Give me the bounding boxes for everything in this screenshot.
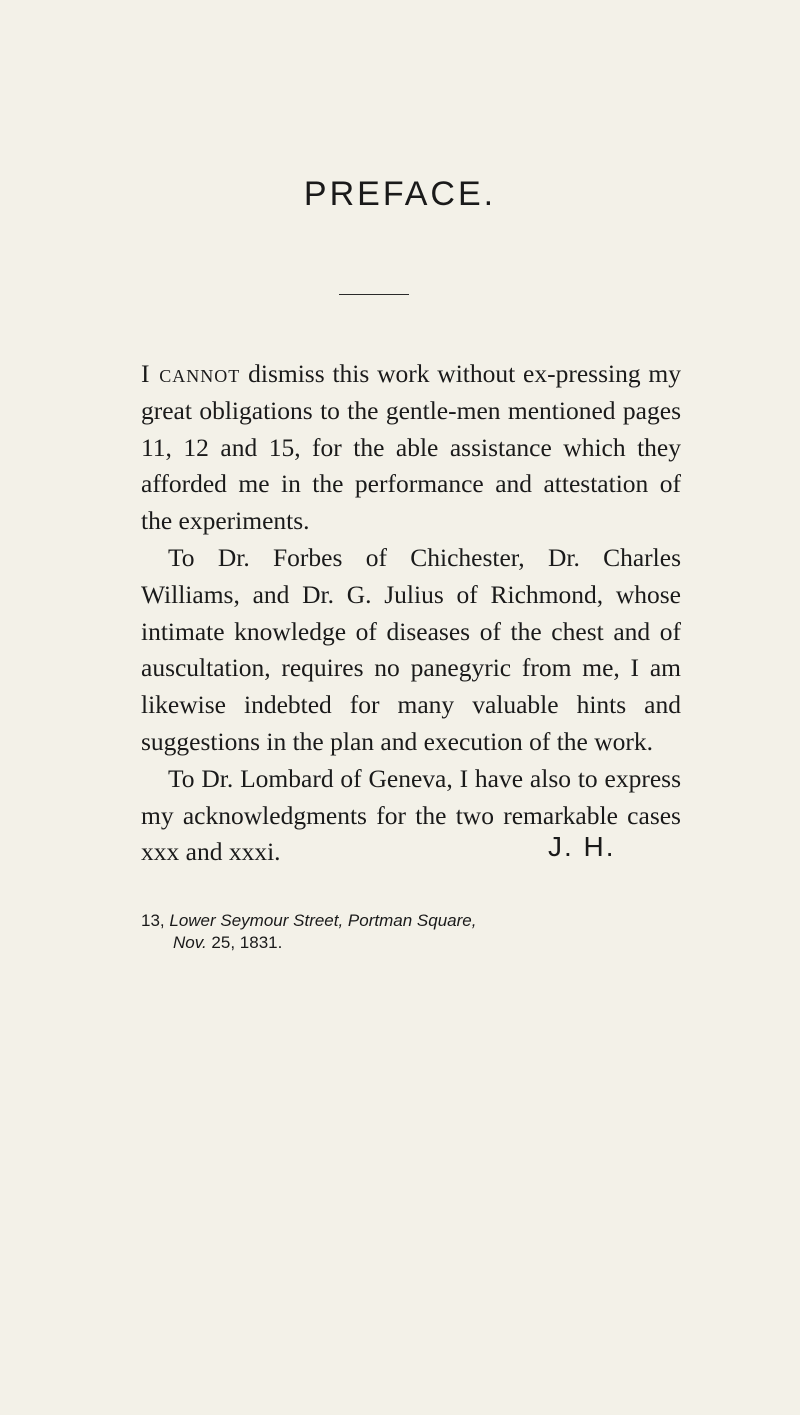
paragraph-1-lead: I cannot [141,359,241,388]
preface-body [141,356,681,871]
address-number: 13, [141,911,170,930]
date-month: Nov. [173,933,207,952]
page-title: PREFACE. [303,175,497,213]
paragraph-1-text: dismiss this work without ex-pressing my great obligations to the gentle-men mentioned pages 11, 12 and 15, for the able assistance which they afforded me in the performance and attestation of the experiments. [141,359,681,536]
address-line [141,910,476,932]
date-day-year: 25, 1831. [206,933,283,952]
paragraph-3: To Dr. Lombard of Geneva, I have also to express my acknowledgments for the two remarkable cases xxx and xxxi. [141,763,681,867]
address-block [141,910,476,954]
address-street: Lower Seymour Street, Portman Square, [169,911,477,930]
date-line [141,932,476,954]
paragraph-1 [141,356,681,540]
title-rule-divider [339,294,409,295]
paragraph-2: To Dr. Forbes of Chichester, Dr. Charles Williams, and Dr. G. Julius of Richmond, whose intimate knowledge of diseases of the chest and of auscultation, requires no panegyric from me, I am likewise indebted for many valuable hints and suggestions in the plan and execution of the work. [141,542,681,756]
author-signature: J. H. [548,831,616,862]
